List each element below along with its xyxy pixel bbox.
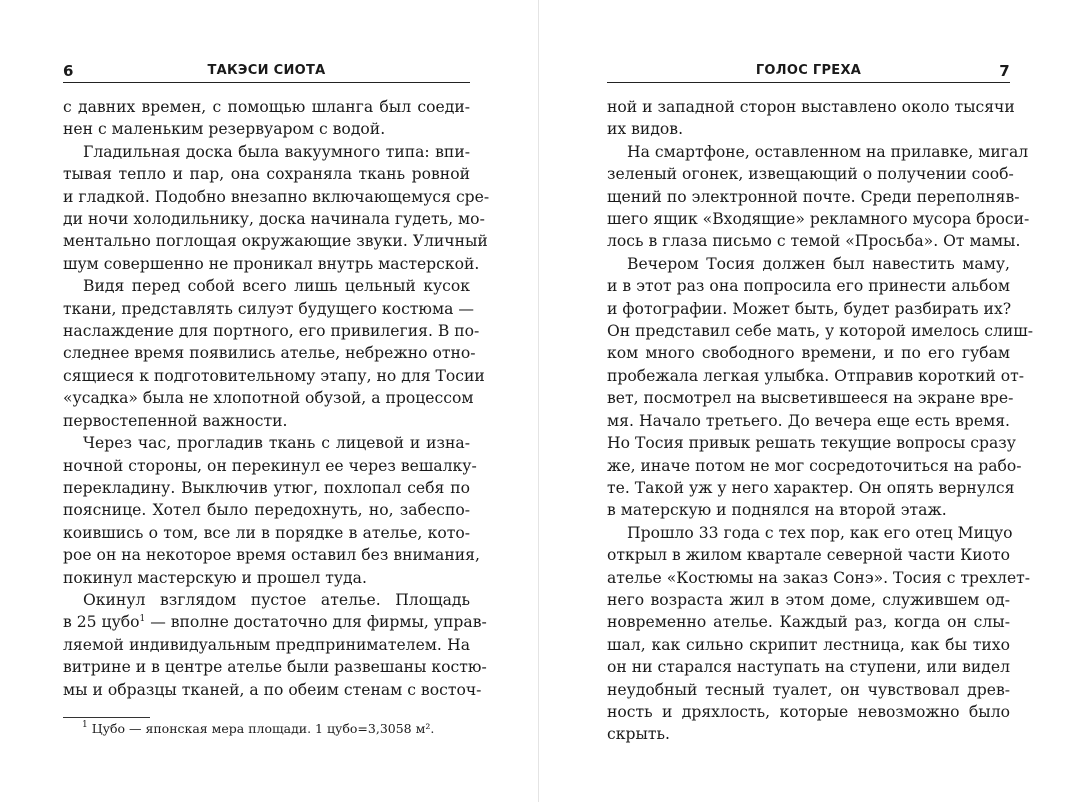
text-line: ляемой индивидуальным предпринимателем. На bbox=[63, 635, 470, 654]
footnote bbox=[82, 721, 434, 736]
body-text-left bbox=[63, 96, 490, 701]
text-line: шум совершенно не проникал внутрь мастерской. bbox=[63, 254, 480, 273]
text-fragment: — вполне достаточно для фирмы, управ- bbox=[145, 613, 487, 632]
text-line: Окинул взглядом пустое ателье. Площадь bbox=[83, 590, 470, 609]
running-head-right bbox=[607, 60, 1010, 83]
text-line: скрыть. bbox=[607, 725, 670, 744]
page-number-left: 6 bbox=[63, 62, 74, 80]
text-line: шал, как сильно скрипит лестница, как бы тихо bbox=[607, 635, 1010, 654]
text-line: перекладину. Выключив утюг, похлопал себя по bbox=[63, 478, 470, 497]
text-line: рое он на некоторое время оставил без внимания, bbox=[63, 546, 480, 565]
text-line: Через час, прогладив ткань с лицевой и изна- bbox=[83, 434, 470, 453]
text-line: наслаждение для портного, его привилегия. В по- bbox=[63, 322, 480, 341]
text-line bbox=[63, 611, 487, 633]
text-line: него возраста жил в этом доме, служившем од- bbox=[607, 590, 1010, 609]
text-line: Вечером Тосия должен был навестить маму, bbox=[627, 254, 1010, 273]
text-line: шего ящик «Входящие» рекламного мусора броси- bbox=[607, 210, 1030, 229]
text-line: лось в глаза письмо с темой «Просьба». От мамы. bbox=[607, 232, 1021, 251]
text-line: с давних времен, с помощью шланга был соеди- bbox=[63, 98, 470, 116]
text-line: ментально поглощая окружающие звуки. Уличный bbox=[63, 232, 488, 251]
text-line: и в этот раз она попросила его принести альбом bbox=[607, 277, 1010, 296]
text-line: Он представил себе мать, у которой имелось слиш- bbox=[607, 322, 1034, 341]
text-line: ди ночи холодильнику, доска начинала гудеть, мо- bbox=[63, 210, 485, 229]
text-line: ткани, представлять силуэт будущего костюма — bbox=[63, 299, 474, 318]
text-line: пояснице. Хотел было передохнуть, но, забеспо- bbox=[63, 501, 470, 520]
text-line: первостепенной важности. bbox=[63, 411, 288, 430]
text-line: коившись о том, все ли в порядке в ателье, кото- bbox=[63, 523, 470, 542]
text-line: Видя перед собой всего лишь цельный кусок bbox=[83, 277, 470, 296]
text-line: он ни старался наступать на ступени, или видел bbox=[607, 658, 1010, 677]
text-line: открыл в жилом квартале северной части Киото bbox=[607, 546, 1010, 565]
text-line: ной и западной сторон выставлено около тысячи bbox=[607, 98, 1015, 116]
running-head-left bbox=[63, 60, 470, 83]
text-line: ком много свободного времени, и по его губам bbox=[607, 344, 1010, 363]
text-line: Но Тосия привык решать текущие вопросы сразу bbox=[607, 434, 1016, 453]
text-line: сящиеся к подготовительному этапу, но для Тосии bbox=[63, 366, 485, 385]
right-page bbox=[539, 0, 1078, 802]
text-line: вет, посмотрел на высветившееся на экране вре- bbox=[607, 389, 1014, 408]
text-line: ность и дряхлость, которые невозможно было bbox=[607, 702, 1010, 721]
text-line: щений по электронной почте. Среди переполняв- bbox=[607, 187, 1020, 206]
footnote-rule bbox=[63, 717, 150, 718]
text-line: На смартфоне, оставленном на прилавке, мигал bbox=[627, 142, 1029, 161]
running-head-title-left: ТАКЭСИ СИОТА bbox=[207, 63, 326, 78]
text-line: тывая тепло и пар, она сохраняла ткань ровной bbox=[63, 165, 470, 184]
text-fragment: в 25 цубо bbox=[63, 613, 140, 632]
text-line: их видов. bbox=[607, 120, 684, 139]
text-line: новременно ателье. Каждый раз, когда он слы- bbox=[607, 613, 1010, 632]
text-line: и фотографии. Может быть, будет разбирать их? bbox=[607, 299, 1012, 318]
text-line: покинул мастерскую и прошел туда. bbox=[63, 568, 367, 587]
text-line: ателье «Костюмы на заказ Сонэ». Тосия с трехлет- bbox=[607, 568, 1031, 587]
body-text-right bbox=[607, 96, 1034, 746]
text-line: неудобный тесный туалет, он чувствовал древ- bbox=[607, 680, 1010, 699]
text-line: следнее время появились ателье, небрежно отно- bbox=[63, 344, 476, 363]
text-line: же, иначе потом не мог сосредоточиться на рабо- bbox=[607, 456, 1022, 475]
text-line: зеленый огонек, извещающий о получении сооб- bbox=[607, 165, 1014, 184]
text-line: мы и образцы тканей, а по обеим стенам с восточ- bbox=[63, 680, 482, 699]
text-line: и гладкой. Подобно внезапно включающемуся сре- bbox=[63, 187, 490, 206]
text-line: Гладильная доска была вакуумного типа: впи- bbox=[83, 142, 470, 161]
running-head-title-right: ГОЛОС ГРЕХА bbox=[755, 63, 862, 78]
text-line: в матерскую и поднялся на второй этаж. bbox=[607, 501, 947, 520]
left-page bbox=[0, 0, 539, 802]
text-line: мя. Начало третьего. До вечера еще есть время. bbox=[607, 411, 1010, 430]
footnote-reference: 1 bbox=[139, 614, 146, 625]
text-line: нен с маленьким резервуаром с водой. bbox=[63, 120, 386, 139]
text-line: ночной стороны, он перекинул ее через вешалку- bbox=[63, 456, 477, 475]
text-line: витрине и в центре ателье были развешаны костю- bbox=[63, 658, 487, 677]
footnote-mark: 1 bbox=[82, 720, 88, 730]
page-number-right: 7 bbox=[999, 62, 1010, 80]
text-line: пробежала легкая улыбка. Отправив короткий от- bbox=[607, 366, 1025, 385]
footnote-text: Цубо — японская мера площади. 1 цубо=3,3058 м². bbox=[87, 721, 435, 736]
text-line: Прошло 33 года с тех пор, как его отец Мицуо bbox=[627, 523, 1013, 542]
text-line: те. Такой уж у него характер. Он опять вернулся bbox=[607, 478, 1015, 497]
text-line: «усадка» была не хлопотной обузой, а процессом bbox=[63, 389, 474, 408]
